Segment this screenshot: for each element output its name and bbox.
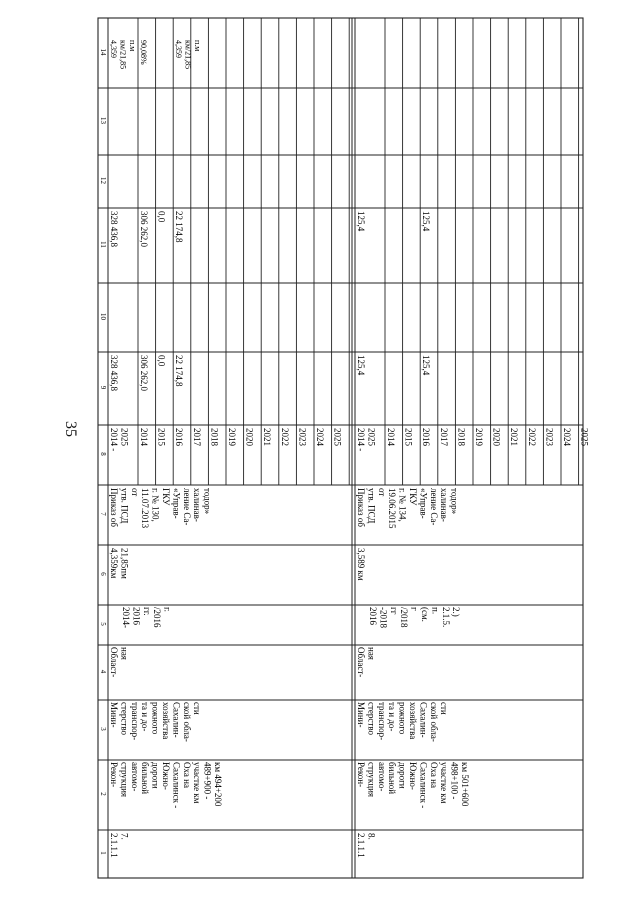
project-name-line: струкция [366, 762, 377, 798]
year-cell [544, 428, 554, 447]
project-document-line: «Управ- [418, 488, 429, 519]
project-period-line: /2016 [152, 607, 163, 628]
year-cell-line: 2022 [279, 428, 290, 446]
value-col11 [157, 211, 167, 223]
project-name-line: Рекон- [109, 762, 119, 788]
project-name-line: бильной [387, 762, 398, 795]
project-period [121, 607, 173, 628]
project-document-line: халинав- [192, 488, 203, 522]
value-col11 [109, 211, 119, 248]
project-name-line: автомо- [129, 762, 140, 792]
project-name-line: Южно- [408, 762, 418, 790]
project-name-line: Оха на [428, 762, 439, 788]
project-customer-line: ской обла- [181, 702, 192, 742]
project-document-line: ГКУ [161, 488, 171, 506]
year-cell [262, 428, 272, 446]
project-name-line: бильной [140, 762, 151, 795]
year-cell [474, 428, 484, 447]
project-customer-line: стерство [119, 702, 130, 736]
column-number-8: 8 [99, 452, 107, 456]
value-col9 [157, 355, 167, 367]
project-customer-line: рожного [397, 702, 408, 735]
project-level-line: ная [366, 647, 377, 660]
project-document-line: 19.06.2015 [387, 488, 398, 529]
value-col14-line: п.м [193, 40, 202, 52]
project-name-line: Сахалинск - [171, 762, 182, 809]
project-document-line: «Управ- [171, 488, 182, 519]
year-cell-line: 2021 [509, 428, 520, 446]
year-cell [404, 428, 414, 447]
year-cell [439, 428, 449, 447]
year-cell [421, 428, 431, 447]
project-number [356, 833, 376, 858]
value-col14 [139, 40, 148, 65]
year-cell-line: 2016 [174, 428, 185, 446]
project-document-line: Приказ об [356, 488, 366, 527]
project-document-line: тодор» [449, 488, 460, 515]
year-cell-line: 2021 [262, 428, 273, 446]
year-cell-line: 2019 [474, 428, 484, 446]
value-col9-line: 306 262,0 [139, 355, 149, 391]
project-name-line: км 494+200 [213, 762, 223, 807]
project-number [109, 833, 129, 858]
year-cell-line: 2022 [526, 428, 537, 446]
value-col14-line: 90,08% [139, 40, 148, 65]
year-cell-line: 2025 [366, 428, 377, 446]
year-cell [227, 428, 237, 447]
project-period-line: г [409, 607, 420, 611]
value-col9 [421, 355, 431, 376]
year-cell-line: 2023 [544, 428, 555, 446]
project-number-line: 2.1.1.1 [109, 833, 119, 858]
project-document-line: утв. ПСД [366, 488, 377, 524]
value-col9 [139, 355, 149, 392]
project-capacity [109, 548, 129, 579]
project-capacity-line: 21,85пм [119, 548, 130, 579]
project-period-line: п. [430, 607, 441, 615]
column-number-14: 14 [99, 48, 107, 56]
value-col14-line: 4,359 [174, 40, 184, 58]
project-document-line: г. № 134, [397, 488, 408, 522]
value-col11-line: 22 174,8 [174, 211, 185, 243]
project-name-line: 498+100 - [449, 762, 460, 800]
year-cell-line: 2025 [332, 428, 343, 446]
column-number-12: 12 [99, 177, 107, 184]
project-name [109, 762, 223, 808]
project-document [356, 488, 460, 529]
column-number-10: 10 [99, 313, 107, 320]
project-capacity [356, 548, 366, 581]
project-name-line: 489+900 - [202, 762, 213, 800]
year-cell-line: 2015 [403, 428, 414, 446]
project-capacity-line: 4,359км [109, 548, 119, 579]
project-period-line: (см. [420, 607, 430, 622]
year-cell [209, 428, 219, 447]
column-number-5: 5 [99, 622, 107, 626]
year-cell [580, 428, 590, 447]
year-cell [109, 428, 129, 451]
value-col11 [174, 211, 184, 243]
project-document-line: ГКУ [408, 488, 418, 506]
year-cell-line: 2015 [156, 428, 167, 446]
year-cell-line: 2025 [119, 428, 130, 446]
project-document-line: г. № 130, [150, 488, 161, 522]
project-document [109, 488, 213, 529]
project-period-line: гг. [141, 607, 152, 616]
year-cell-line: 2014 - [356, 428, 366, 452]
project-customer-line: транспор- [376, 702, 387, 741]
year-cell-line: 2014 [139, 428, 149, 446]
project-customer-line: сти [439, 702, 450, 715]
value-col14 [109, 40, 137, 69]
project-customer-line: хозяйства [161, 702, 171, 740]
project-customer [109, 702, 202, 742]
project-period-line: 2.1.5. [440, 607, 451, 628]
value-col14-line: п.м [127, 40, 137, 52]
year-cell [245, 428, 255, 447]
project-period-line: 2014- [121, 607, 131, 628]
year-cell-line: 2023 [297, 428, 308, 446]
project-name-line: участке км [192, 762, 203, 804]
year-cell [492, 428, 502, 447]
project-document-line: от [376, 488, 387, 497]
year-cell [386, 428, 396, 447]
value-col9 [174, 355, 184, 387]
page-number: 35 [62, 421, 79, 437]
project-period-line: г. [162, 607, 173, 612]
project-name-line: дороги [397, 762, 408, 789]
year-cell [333, 428, 343, 447]
year-cell [192, 428, 202, 447]
project-name-line: Оха на [181, 762, 192, 788]
value-col14-line: 4,359 [109, 40, 118, 58]
column-number-4: 4 [99, 669, 107, 674]
project-customer-line: та и до- [140, 702, 151, 732]
year-cell [315, 428, 325, 447]
value-col11 [356, 211, 366, 232]
value-col9-line: 328 436,8 [109, 355, 119, 391]
project-name-line: струкция [119, 762, 130, 798]
project-customer [356, 702, 449, 742]
project-period-line: /2018 [399, 607, 410, 628]
value-col9 [356, 355, 366, 376]
year-cell-line: 2017 [191, 428, 202, 446]
value-col11-line: 306 262,0 [139, 211, 149, 247]
project-document-line: Приказ об [109, 488, 119, 527]
value-col9 [109, 355, 119, 392]
year-cell-line: 2014 - [109, 428, 119, 452]
column-number-13: 13 [99, 117, 107, 124]
value-col14 [174, 40, 202, 69]
project-period-line: 2.) [451, 607, 462, 617]
year-cell [174, 428, 184, 447]
project-customer-line: стерство [366, 702, 377, 736]
project-customer-line: Сахалин- [418, 702, 429, 738]
year-cell [509, 428, 519, 446]
project-customer-line: Мини- [109, 702, 119, 728]
value-col9-line: 125,4 [421, 355, 432, 376]
year-cell-line: 2016 [421, 428, 432, 446]
value-col11 [421, 211, 431, 232]
value-col9-line: 22 174,8 [174, 355, 185, 387]
project-customer-line: рожного [150, 702, 161, 735]
project-customer-line: хозяйства [408, 702, 418, 740]
year-cell-line: 2018 [456, 428, 467, 446]
year-cell [456, 428, 466, 447]
project-number-line: 8. [366, 833, 377, 840]
project-name-line: км 501+600 [460, 762, 470, 807]
project-customer-line: ской обла- [428, 702, 439, 742]
project-document-line: тодор» [202, 488, 213, 515]
project-name-line: Рекон- [356, 762, 366, 788]
year-cell-line: 2017 [438, 428, 449, 446]
column-number-6: 6 [99, 572, 107, 576]
project-document-line: ление Са- [428, 488, 439, 526]
project-name-line: Сахалинск - [418, 762, 429, 809]
value-col11-line: 125,4 [356, 211, 366, 232]
year-cell [356, 428, 376, 451]
project-level [356, 647, 376, 677]
column-number-9: 9 [99, 385, 107, 390]
column-number-3: 3 [99, 727, 107, 731]
value-col9-line: 125,4 [356, 355, 366, 376]
project-name-line: участке км [439, 762, 450, 804]
project-number-line: 7. [119, 833, 130, 840]
value-col14-line: км/21,85 [118, 40, 128, 70]
project-document-line: от [129, 488, 140, 497]
project-document-line: утв. ПСД [119, 488, 130, 524]
value-col11-line: 125,4 [421, 211, 432, 232]
project-period-line: 2016 [131, 607, 142, 625]
project-period [368, 607, 461, 628]
year-cell [562, 428, 572, 447]
project-level-line: Област- [109, 647, 119, 678]
table-frame [98, 18, 583, 878]
year-cell-line: 2019 [227, 428, 237, 446]
value-col11 [139, 211, 149, 248]
column-number-11: 11 [99, 241, 107, 248]
year-cell-line: 2024 [315, 428, 325, 446]
project-period-line: гг [388, 607, 399, 615]
project-period-line: 2016 [368, 607, 378, 625]
column-number-7: 7 [99, 512, 107, 516]
year-cell-line: 2025 [579, 428, 590, 446]
year-cell [139, 428, 149, 447]
year-cell-line: 2018 [209, 428, 220, 446]
year-cell-line: 2020 [491, 428, 502, 446]
year-cell [280, 428, 290, 446]
project-customer-line: Сахалин- [171, 702, 182, 738]
project-number-line: 2.1.1.1 [356, 833, 366, 858]
project-capacity-line: 3,589 км [356, 548, 366, 581]
project-name-line: дороги [150, 762, 161, 789]
project-name-line: Южно- [161, 762, 171, 790]
project-document-line: халинав- [439, 488, 450, 522]
year-cell [157, 428, 167, 447]
project-name-line: автомо- [376, 762, 387, 792]
year-cell [527, 428, 537, 446]
project-customer-line: транспор- [129, 702, 140, 741]
year-cell-line: 2020 [244, 428, 255, 446]
project-level-line: ная [119, 647, 130, 660]
value-col9-line: 0,0 [156, 355, 167, 367]
value-col11-line: 328 436,8 [109, 211, 119, 247]
year-cell-line: 2014 [386, 428, 396, 446]
value-col11-line: 0,0 [156, 211, 167, 223]
project-name [356, 762, 470, 808]
value-col14-line: км/21,85 [183, 40, 193, 70]
project-customer-line: Мини- [356, 702, 366, 728]
project-level [109, 647, 129, 677]
project-period-line: -2018 [378, 607, 389, 628]
project-document-line: ление Са- [181, 488, 192, 526]
project-document-line: 11.07.2013 [140, 488, 151, 529]
project-level-line: Област- [356, 647, 366, 678]
column-number-2: 2 [99, 792, 107, 796]
year-cell [297, 428, 307, 447]
column-number-1: 1 [99, 851, 107, 855]
project-customer-line: сти [192, 702, 203, 715]
project-customer-line: та и до- [387, 702, 398, 732]
year-cell-line: 2024 [562, 428, 572, 446]
